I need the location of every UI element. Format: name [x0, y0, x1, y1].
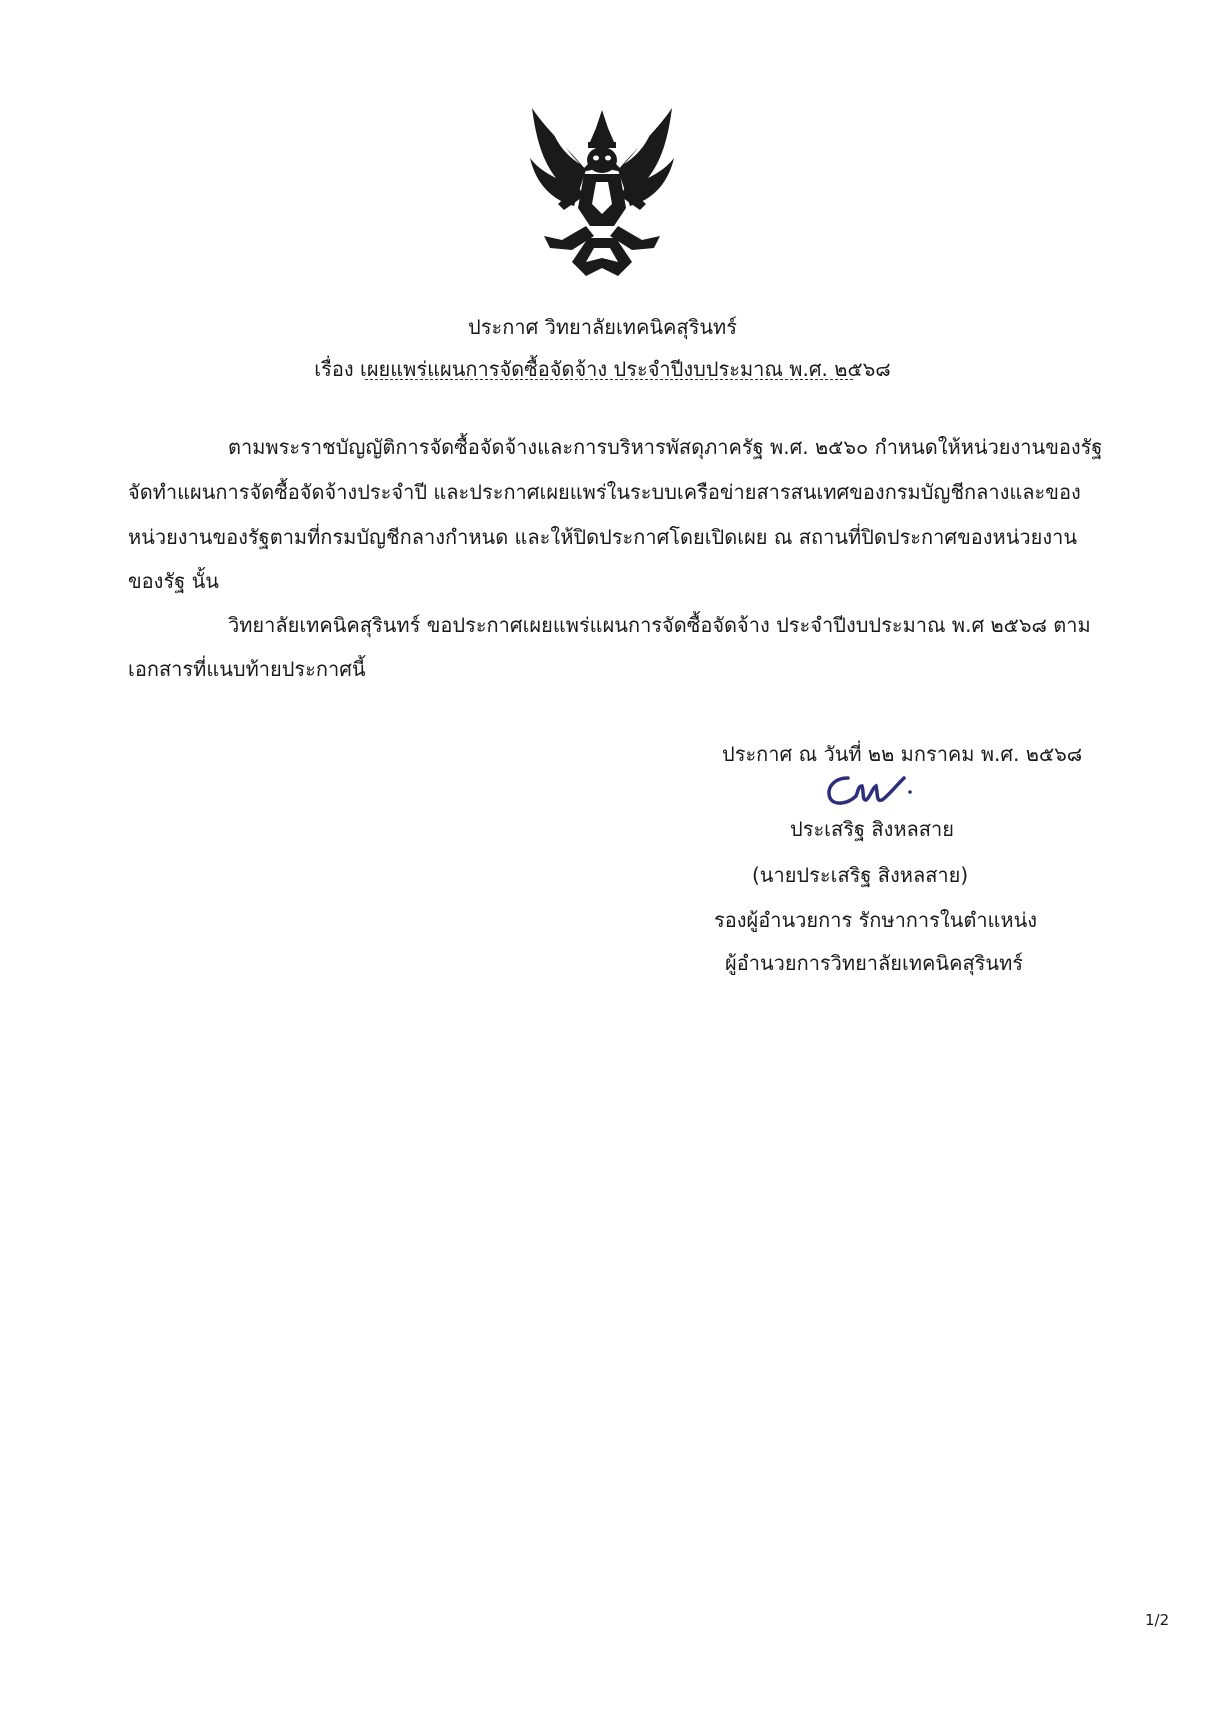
signer-full-name: (นายประเสริฐ สิงหลสาย): [752, 863, 969, 887]
announcement-subject: เรื่อง เผยแพร่แผนการจัดซื้อจัดจ้าง ประจำปีงบประมาณ พ.ศ. ๒๕๖๘: [314, 357, 891, 381]
paragraph-1-line-3: หน่วยงานของรัฐตามที่กรมบัญชีกลางกำหนด และให้ปิดประกาศโดยเปิดเผย ณ สถานที่ปิดประกาศของหน่วยงาน: [128, 525, 1078, 549]
announcement-date: ประกาศ ณ วันที่ ๒๒ มกราคม พ.ศ. ๒๕๖๘: [722, 742, 1083, 766]
signer-handwritten-name: ประเสริฐ สิงหลสาย: [790, 817, 954, 841]
page-number: 1/2: [1145, 1611, 1170, 1629]
handwritten-signature: [818, 768, 918, 810]
announcement-title: ประกาศ วิทยาลัยเทคนิคสุรินทร์: [468, 315, 737, 339]
garuda-emblem-icon: [528, 108, 676, 278]
title-divider: [365, 379, 853, 380]
signer-position-2: ผู้อำนวยการวิทยาลัยเทคนิคสุรินทร์: [725, 951, 1023, 975]
paragraph-2-line-2: เอกสารที่แนบท้ายประกาศนี้: [128, 657, 366, 681]
paragraph-1-line-2: จัดทำแผนการจัดซื้อจัดจ้างประจำปี และประกาศเผยแพร่ในระบบเครือข่ายสารสนเทศของกรมบัญชีกลางและของ: [128, 480, 1081, 504]
paragraph-1-line-4: ของรัฐ นั้น: [128, 569, 219, 593]
signer-position: รองผู้อำนวยการ รักษาการในตำแหน่ง: [714, 908, 1038, 932]
paragraph-2-line-1: วิทยาลัยเทคนิคสุรินทร์ ขอประกาศเผยแพร่แผนการจัดซื้อจัดจ้าง ประจำปีงบประมาณ พ.ศ ๒๕๖๘ ตาม: [228, 613, 1091, 637]
paragraph-1-line-1: ตามพระราชบัญญัติการจัดซื้อจัดจ้างและการบริหารพัสดุภาครัฐ พ.ศ. ๒๕๖๐ กำหนดให้หน่วยงานของรัฐ: [228, 435, 1103, 459]
